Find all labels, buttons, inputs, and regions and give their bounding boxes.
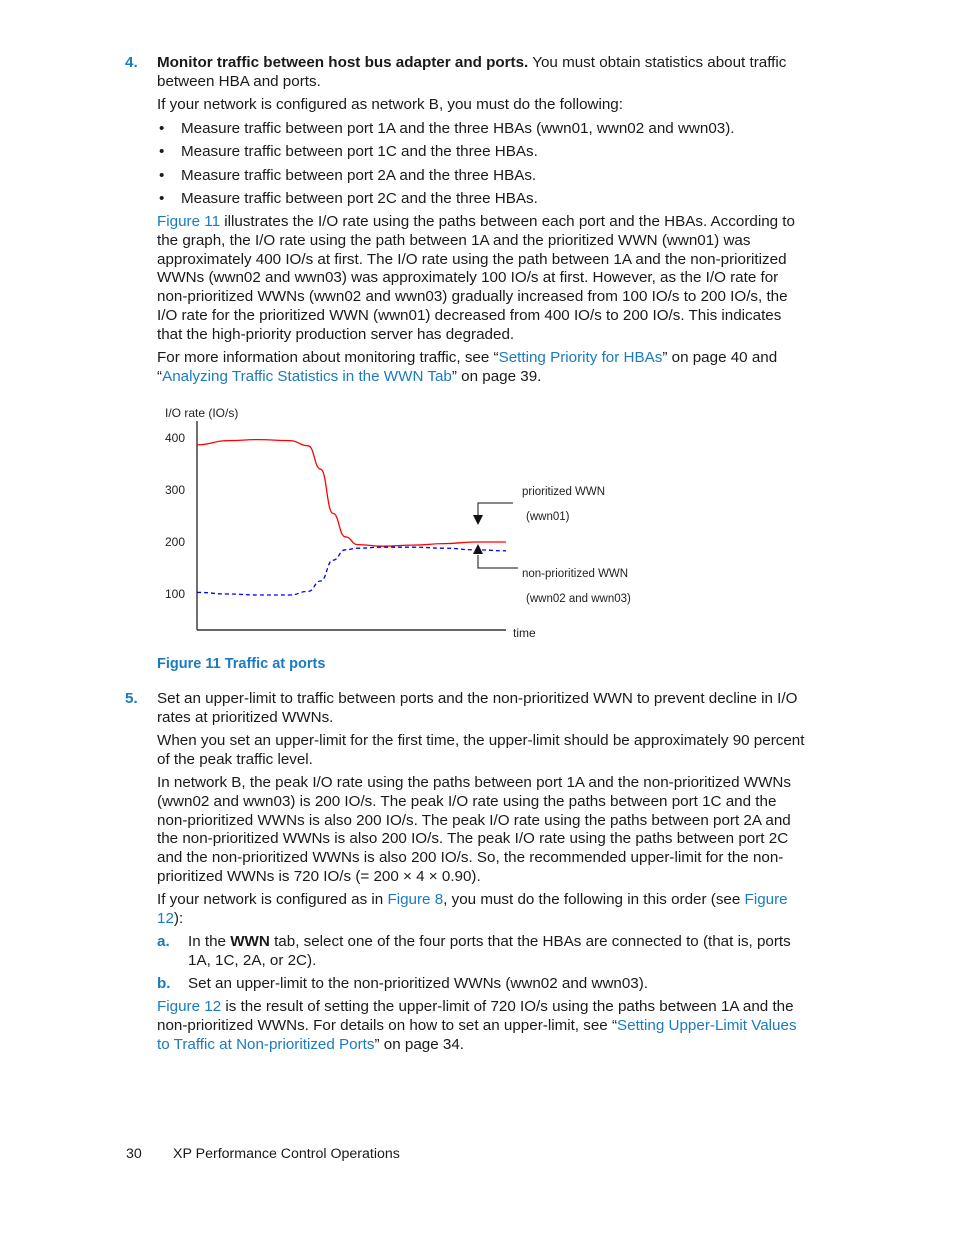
step-5-text: Set an upper-limit to traffic between ports and the non-prioritized WWN to prevent decline in I/O rates at prioritized WWNs. — [157, 690, 798, 726]
y-tick-label: 100 — [165, 587, 186, 601]
y-tick-label: 400 — [165, 431, 186, 445]
substep-a-label: a. — [157, 933, 170, 950]
figure-12-result-link[interactable]: Figure 12 — [157, 998, 222, 1015]
bullet-text: Measure traffic between port 1A and the three HBAs (wwn01, wwn02 and wwn03). — [181, 120, 735, 137]
analyzing-traffic-link[interactable]: Analyzing Traffic Statistics in the WWN Tab — [162, 367, 452, 385]
network-b-intro: If your network is configured as network B, you must do the following: — [157, 96, 623, 113]
substep-a-text — [188, 933, 805, 971]
step-4-intro — [157, 54, 805, 92]
legend-nonprioritized-label: non-prioritized WWN — [522, 568, 629, 580]
result-text: is the result of setting the upper-limit of 720 IO/s using the paths between 1A and the non-prioritized WWNs. For details on how to set an upper-limit, see “ — [157, 998, 794, 1034]
setting-priority-link[interactable]: Setting Priority for HBAs — [498, 349, 663, 366]
y-tick-labels — [165, 431, 185, 601]
substep-a-rest: tab, select one of the four ports that the HBAs are connected to (that is, ports 1A, 1C, 2A, or 2C). — [188, 933, 791, 969]
first-time-paragraph: When you set an upper-limit for the first time, the upper-limit should be approximately 90 percent of the peak traffic level. — [157, 732, 805, 768]
config-text: If your network is configured as in — [157, 891, 388, 908]
page-number: 30 — [126, 1146, 142, 1162]
result-paragraph — [157, 998, 805, 1054]
y-axis-label: I/O rate (IO/s) — [165, 406, 239, 420]
figure-12-link[interactable]: Figure 12 — [157, 891, 788, 927]
legend-prioritized-sub: (wwn01) — [526, 511, 570, 523]
series-line-nonprioritized — [197, 547, 506, 595]
bullet-text: Measure traffic between port 1C and the three HBAs. — [181, 143, 538, 160]
more-info-text: For more information about monitoring traffic, see “ — [157, 349, 499, 366]
substep-b-label: b. — [157, 975, 171, 992]
bullet-dot-icon: • — [159, 143, 165, 160]
step-4-title: Monitor traffic between host bus adapter and ports. — [157, 54, 529, 71]
figure-11-caption: Figure 11 Traffic at ports — [157, 656, 326, 672]
step-4-intro-text: You must obtain statistics about traffic between HBA and ports. — [157, 54, 787, 90]
more-info-text: ” on page 40 and “ — [157, 349, 778, 385]
more-info-text: ” on page 39. — [451, 367, 542, 385]
config-text: , you must do the following in this order (see — [443, 891, 745, 908]
figure-11-paragraph — [157, 213, 805, 345]
step-4-number: 4. — [125, 54, 138, 71]
nonprioritized-callout-line — [478, 555, 518, 568]
arrow-down-icon — [473, 515, 483, 525]
bullet-text: Measure traffic between port 2C and the three HBAs. — [181, 190, 538, 207]
legend-prioritized-label: prioritized WWN — [522, 486, 606, 498]
wwn-tab-name: WWN — [230, 933, 270, 950]
result-text: ” on page 34. — [374, 1035, 465, 1053]
setting-upper-limit-link[interactable]: Setting Upper-Limit Values to Traffic at Non-prioritized Ports — [157, 1016, 797, 1053]
figure-11-paragraph-text: illustrates the I/O rate using the paths between each port and the HBAs. According to the graph, the I/O rate using the path between 1A and the prioritized WWN (wwn01) was approximately 400 IO/s at first. The I/O rate using the path between 1A and the non-prioritized WWNs (wwn02 and wwn03) was approximately 100 IO/s at first. However, as the I/O rate for non-prioritized WWNs (wwn02 and wwn03) gradually increased from 100 IO/s to 200 IO/s, the I/O rate for the prioritized WWN (wwn01) decreased from 400 IO/s to 200 IO/s. This indicates that the high-priority production server has degraded. — [157, 213, 795, 343]
substep-b-text: Set an upper-limit to the non-prioritized WWNs (wwn02 and wwn03). — [188, 975, 649, 992]
bullet-text: Measure traffic between port 2A and the three HBAs. — [181, 167, 537, 184]
series-line-prioritized — [197, 440, 506, 547]
y-tick-label: 300 — [165, 483, 186, 497]
step-5-number: 5. — [125, 690, 138, 707]
more-info-paragraph — [157, 349, 805, 387]
figure-11-link[interactable]: Figure 11 — [157, 213, 221, 230]
bullet-dot-icon: • — [159, 167, 165, 184]
x-axis-label: time — [513, 626, 536, 640]
footer-title: XP Performance Control Operations — [173, 1146, 400, 1162]
figure-8-link[interactable]: Figure 8 — [387, 891, 444, 908]
traffic-chart — [150, 398, 710, 648]
bullet-dot-icon: • — [159, 190, 165, 207]
y-tick-label: 200 — [165, 535, 186, 549]
arrow-up-icon — [473, 544, 483, 554]
bullet-dot-icon: • — [159, 120, 165, 137]
config-paragraph — [157, 891, 805, 929]
network-b-paragraph: In network B, the peak I/O rate using the paths between port 1A and the non-prioritized WWNs (wwn02 and wwn03) is 200 IO/s. The peak I/O rate using the paths between port 1C and the non-prioritized WWNs is also 200 IO/s. The peak I/O rate using the paths between port 2A and the non-prioritized WWNs is also 200 IO/s. The peak I/O rate using the paths between port 2C and the non-prioritized WWNs is also 200 IO/s. So, the recommended upper-limit for the non-prioritized WWNs is 720 IO/s (= 200 × 4 × 0.90). — [157, 774, 791, 885]
substep-a-prefix: In the — [188, 933, 231, 950]
legend-nonprioritized-sub: (wwn02 and wwn03) — [526, 593, 631, 605]
prioritized-callout-line — [478, 503, 513, 516]
config-text: ): — [173, 909, 184, 927]
